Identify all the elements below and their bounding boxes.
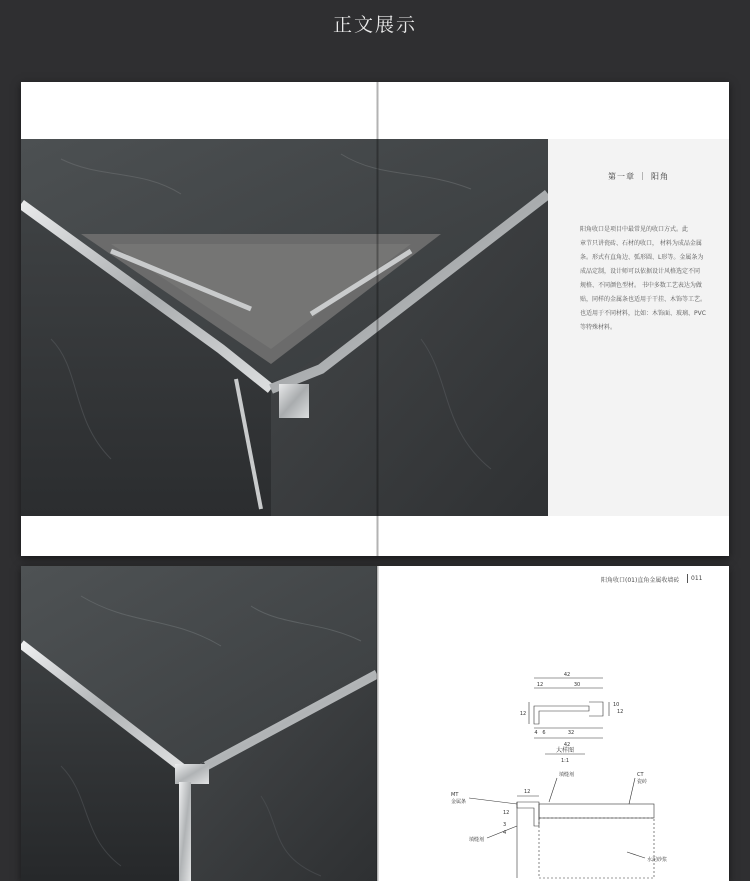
dim-label: 30 xyxy=(573,682,581,688)
callout-dim: 12 xyxy=(524,789,531,795)
page-number: 011 xyxy=(691,575,703,582)
callout-ct: CT xyxy=(637,772,644,778)
callout-dim: 3 xyxy=(503,822,507,828)
section-scale: 1:1 xyxy=(560,758,570,764)
header-divider xyxy=(687,574,688,583)
callout-mt-label: 金属条 xyxy=(451,799,467,805)
leader-ct xyxy=(629,778,635,804)
body-line: 规格、不同颜色型材。 书中多数工艺表达为做 xyxy=(580,282,702,289)
page-title: 正文展示 xyxy=(332,14,417,36)
callout-mortar: 水泥砂浆 xyxy=(647,857,668,863)
profile-end-cap xyxy=(589,702,603,716)
leader-mt xyxy=(469,798,517,804)
callout-dim: 4 xyxy=(503,830,507,836)
dim-label: 10 xyxy=(613,702,620,708)
callout-dim: 12 xyxy=(503,810,510,816)
dim-label: 6 xyxy=(542,730,546,736)
chapter-body-copy xyxy=(580,223,710,335)
body-line: 阳角收口是项目中最常见的收口方式。此 xyxy=(580,226,689,233)
dim-label: 4 xyxy=(534,730,538,736)
dim-label: 32 xyxy=(567,730,575,736)
chapter-text-panel xyxy=(548,139,729,516)
callout-mt: MT xyxy=(451,792,459,798)
dim-label: 42 xyxy=(563,672,571,678)
body-line: 条。形式有直角边、弧形圆、L形等。金属条为 xyxy=(580,254,704,261)
dim-label: 42 xyxy=(563,742,571,748)
body-line: 章节只讲瓷砖、石材的收口， 材料为成品金属 xyxy=(580,240,702,247)
corner-trim-closeup-photo xyxy=(21,566,377,881)
corner-trim-photo xyxy=(21,139,548,516)
body-line: 成品定制，设计师可以依据设计风格选定不同 xyxy=(580,268,701,275)
tile-layer xyxy=(539,804,654,818)
drawing-page-header: 阳角收口(01)直角金属收墙砖 xyxy=(601,577,680,584)
body-line: 贴，同样的金属条也适用于干挂、木饰等工艺。 xyxy=(580,296,707,303)
book-gutter xyxy=(376,566,379,881)
mortar-layer xyxy=(539,818,654,878)
metal-profile-section xyxy=(534,706,589,724)
metal-strip-section xyxy=(517,802,539,826)
body-line: 也适用于不同材料，比如：木饰面、玻璃、PVC xyxy=(580,310,706,317)
body-line: 等特殊材料。 xyxy=(580,324,617,331)
callout-seam: 填缝剂 xyxy=(559,772,575,778)
dim-label: 12 xyxy=(519,711,527,717)
leader-seam-2 xyxy=(487,826,517,838)
callout-ct-label: 瓷砖 xyxy=(637,779,648,785)
section-title: 大样图 xyxy=(555,747,575,754)
book-spread-detail-drawing xyxy=(21,566,729,881)
callout-seam-2: 填缝剂 xyxy=(469,837,485,843)
dim-label: 12 xyxy=(617,709,624,715)
book-gutter xyxy=(376,82,379,556)
book-spread-chapter-opener xyxy=(21,82,729,556)
detail-drawing xyxy=(399,666,689,881)
dim-label: 12 xyxy=(536,682,544,688)
chapter-heading: 第一章 ｜ 阳角 xyxy=(607,172,670,181)
leader-mortar xyxy=(627,852,645,858)
leader-seam xyxy=(549,778,557,802)
